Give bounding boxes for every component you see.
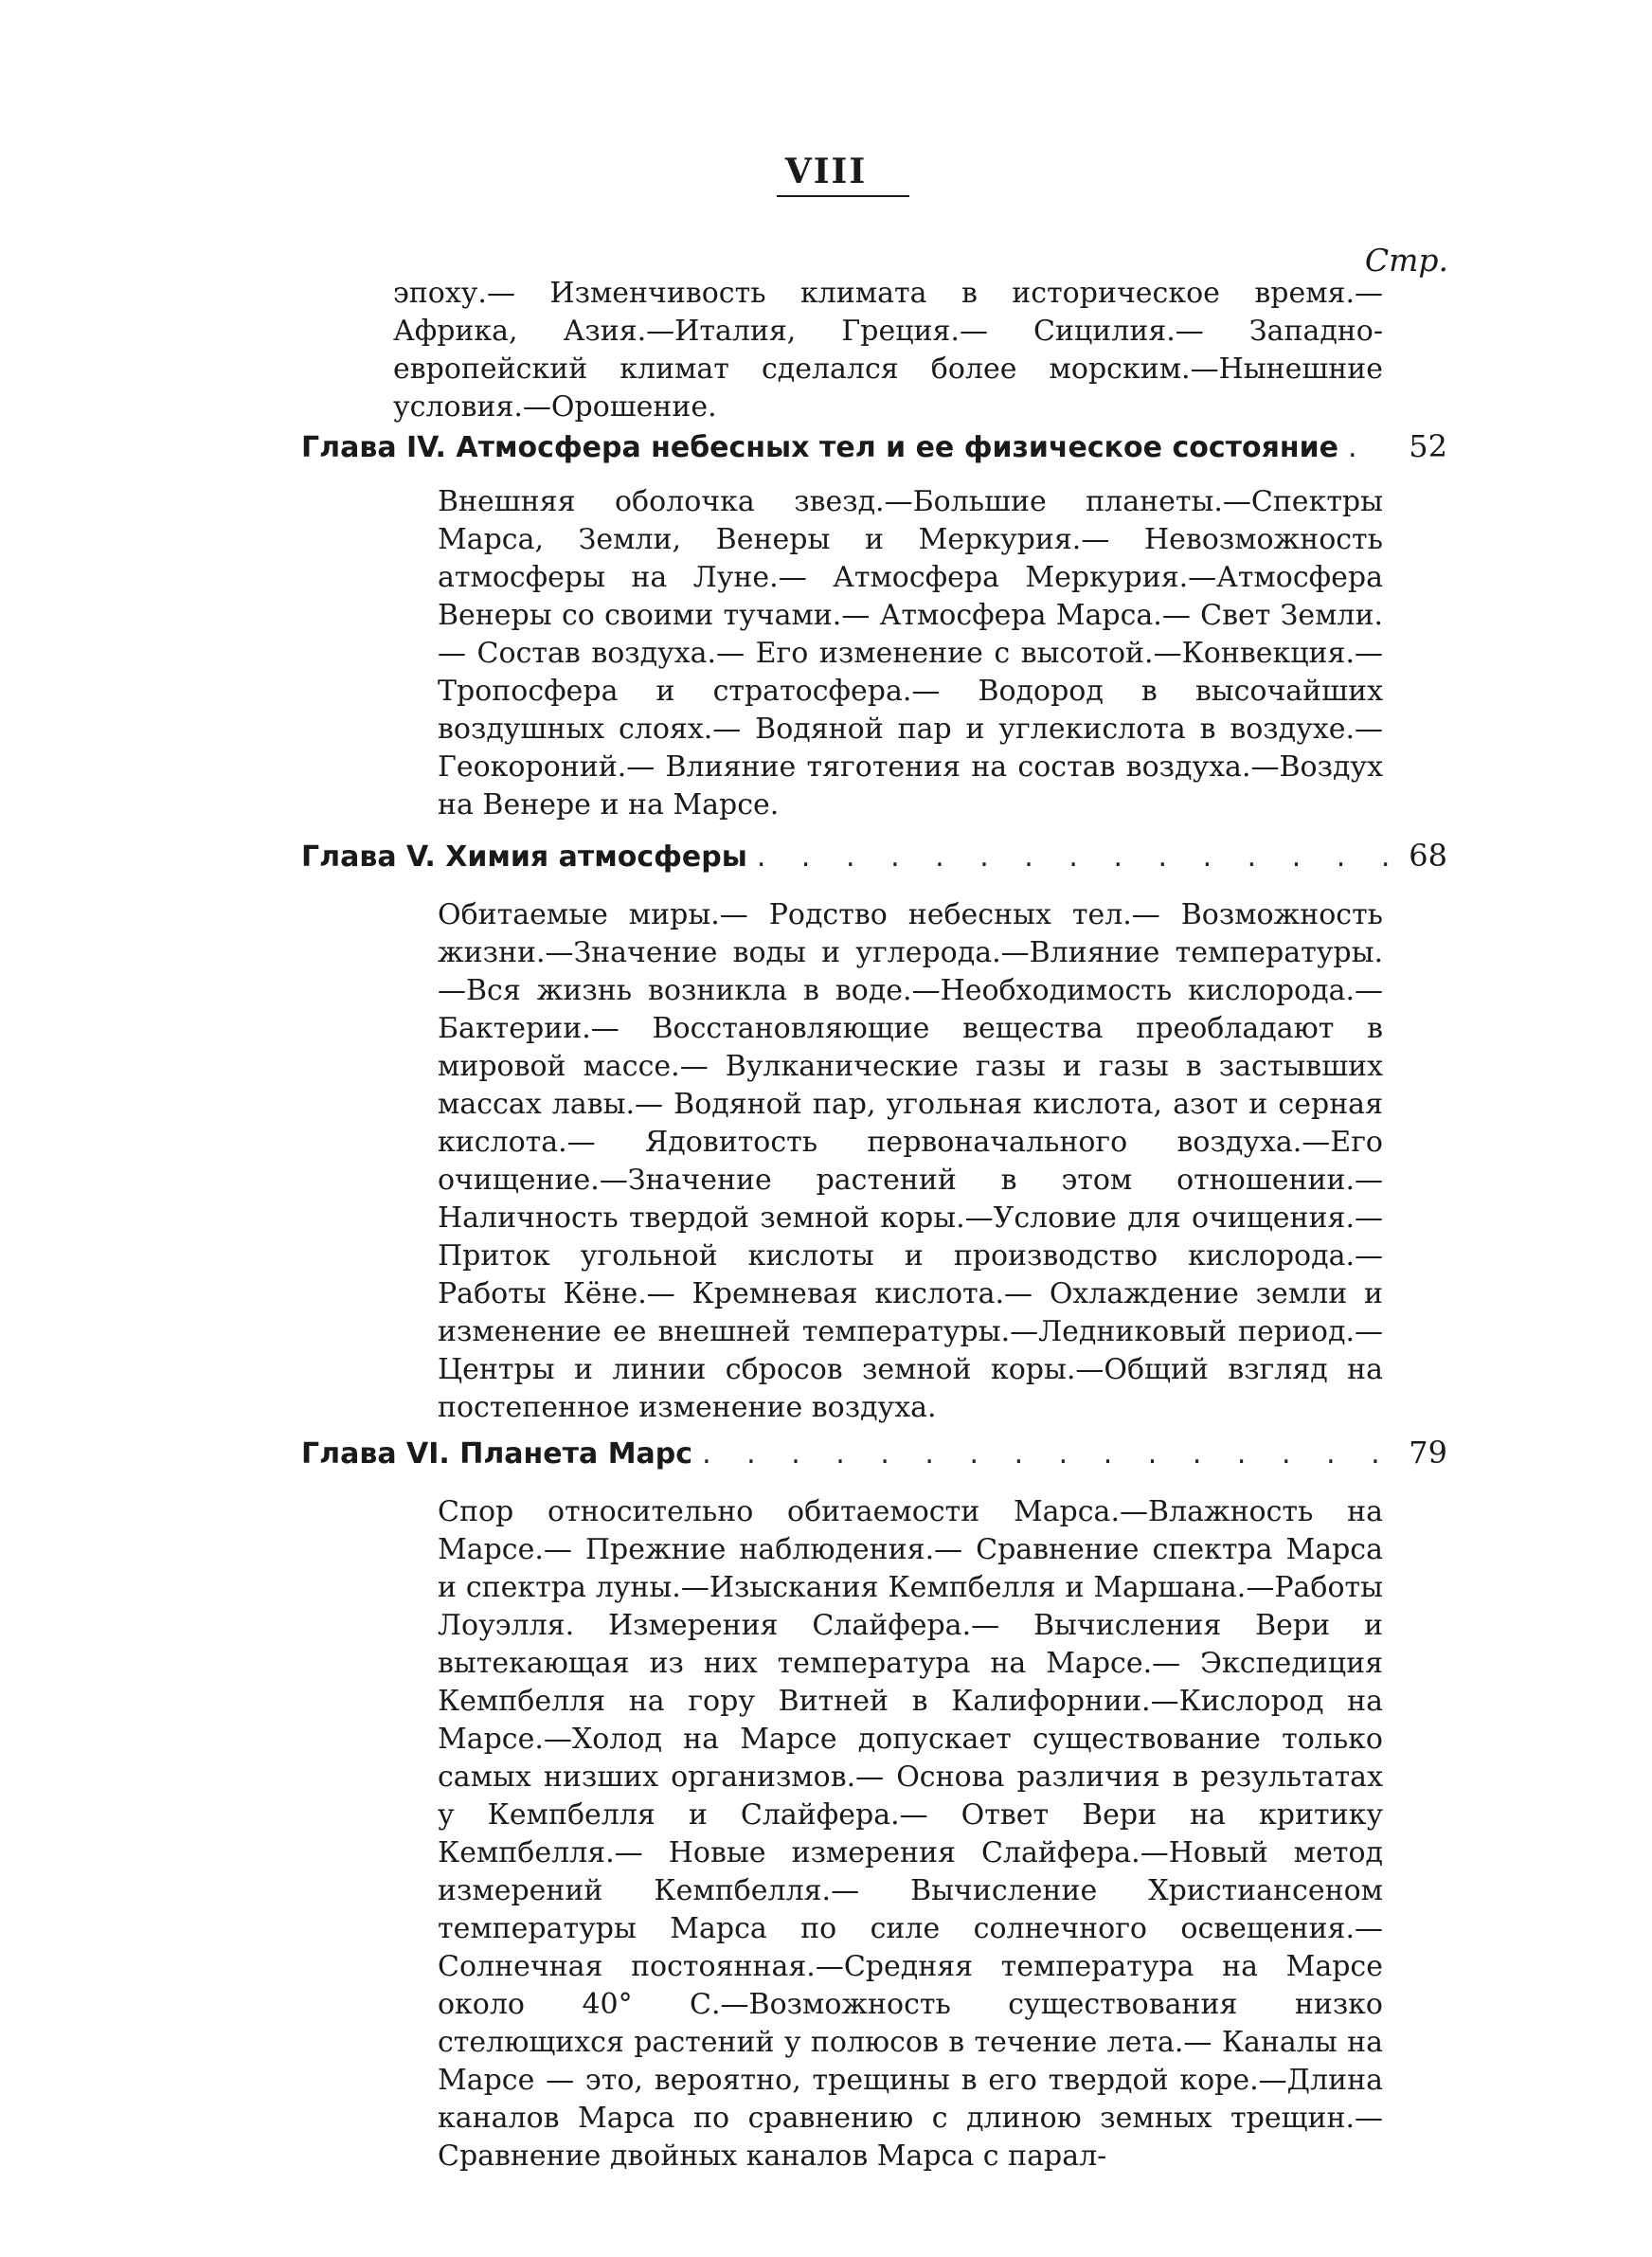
chapter-6-title: Глава VI. Планета Марс xyxy=(301,1437,693,1471)
chapter-4-heading xyxy=(301,428,1447,470)
page-number: VIII xyxy=(784,152,868,191)
chapter-5-summary: Обитаемые миры.— Родство небесных тел.— Возможность жизни.—Значение воды и углерода.—Влияние температуры.—Вся жизнь возникла в воде.—Необходимость кислорода.— Бактерии.— Восстановляющие вещества преобладают в мировой массе.— Вулканические газы и газы в застывших массах лавы.— Водяной пар, угольная кислота, азот и серная кислота.— Ядовитость первоначального воздуха.—Его очищение.—Значение растений в этом отношении.—Наличность твердой земной коры.—Условие для очищения.— Приток угольной кислоты и производство кислорода.— Работы Кёне.— Кремневая кислота.— Охлаждение земли и изменение ее внешней температуры.—Ледниковый период.—Центры и линии сбросов земной коры.—Общий взгляд на постепенное изменение воздуха. xyxy=(438,898,1383,1424)
chapter-4-title: Глава IV. Атмосфера небесных тел и ее физическое состояние xyxy=(301,431,1338,464)
chapter-5-page: 68 xyxy=(1409,838,1447,874)
chapter-5-title: Глава V. Химия атмосферы xyxy=(301,840,747,874)
chapter-5-heading xyxy=(301,838,1447,879)
page-column-label: Стр. xyxy=(1364,242,1448,279)
chapter-4-summary: Внешняя оболочка звезд.—Большие планеты.—Спектры Марса, Земли, Венеры и Меркурия.— Невозможность атмосферы на Луне.— Атмосфера Меркурия.—Атмосфера Венеры со своими тучами.— Атмосфера Марса.— Свет Земли.— Состав воздуха.— Его изменение с высотой.—Конвекция.—Тропосфера и стратосфера.— Водород в высочайших воздушных слоях.— Водяной пар и углекислота в воздухе.— Геокороний.— Влияние тяготения на состав воздуха.—Воздух на Венере и на Марсе. xyxy=(438,485,1383,822)
chapter-4-page: 52 xyxy=(1409,428,1447,464)
chapter-6-leader-dots xyxy=(702,1437,1391,1471)
chapter-6-page: 79 xyxy=(1409,1435,1447,1471)
chapter-5-leader-dots xyxy=(757,840,1391,874)
continuation-block xyxy=(393,275,1383,426)
chapter-4-summary-block xyxy=(438,483,1383,824)
continuation-text: эпоху.— Изменчивость климата в историческое время.— Африка, Азия.—Италия, Греция.— Сицилия.— Западно-европейский климат сделался более морским.—Нынешние условия.—Орошение. xyxy=(393,277,1383,424)
chapter-5-summary-block xyxy=(438,896,1383,1427)
chapter-6-summary: Спор относительно обитаемости Марса.—Влажность на Марсе.— Прежние наблюдения.— Сравнение спектра Марса и спектра луны.—Изыскания Кемпбелля и Маршана.—Работы Лоуэлля. Измерения Слайфера.— Вычисления Вери и вытекающая из них температура на Марсе.— Экспедиция Кемпбелля на гору Витней в Калифорнии.—Кислород на Марсе.—Холод на Марсе допускает существование только самых низших организмов.— Основа различия в результатах у Кемпбелля и Слайфера.— Ответ Вери на критику Кемпбелля.— Новые измерения Слайфера.—Новый метод измерений Кемпбелля.— Вычисление Христиансеном температуры Марса по силе солнечного освещения.— Солнечная постоянная.—Средняя температура на Марсе около 40° С.—Возможность существования низко стелющихся растений у полюсов в течение лета.— Каналы на Марсе — это, вероятно, трещины в его твердой коре.—Длина каналов Марса по сравнению с длиною земных трещин.— Сравнение двойных каналов Марса с парал- xyxy=(438,1495,1383,2173)
page-number-rule xyxy=(777,195,909,197)
chapter-4-leader-dots xyxy=(1348,431,1391,464)
chapter-6-heading xyxy=(301,1435,1447,1476)
chapter-6-summary-block xyxy=(438,1493,1383,2176)
